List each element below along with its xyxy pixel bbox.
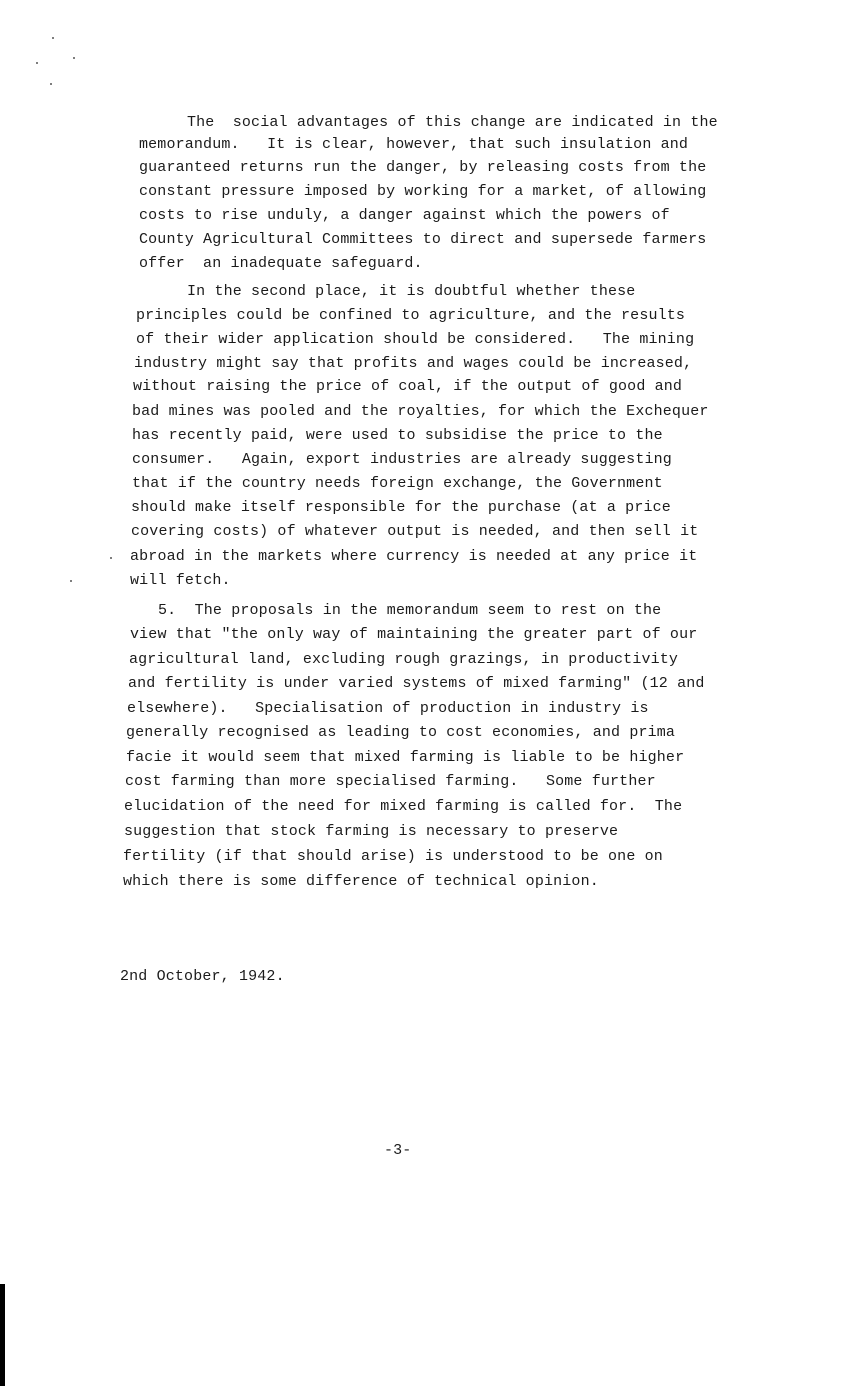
text-line: In the second place, it is doubtful whether these xyxy=(187,283,636,300)
text-line: elucidation of the need for mixed farming is called for. The xyxy=(124,798,683,815)
text-line: elsewhere). Specialisation of production in industry is xyxy=(127,700,649,717)
text-line: suggestion that stock farming is necessary to preserve xyxy=(124,823,619,840)
text-line: fertility (if that should arise) is understood to be one on xyxy=(123,848,663,865)
text-line: principles could be confined to agriculture, and the results xyxy=(136,307,686,324)
text-line: cost farming than more specialised farming. Some further xyxy=(125,773,656,790)
text-line: of their wider application should be considered. The mining xyxy=(136,331,695,348)
scan-speck xyxy=(110,557,112,559)
text-line: facie it would seem that mixed farming is liable to be higher xyxy=(126,749,685,766)
scan-speck xyxy=(73,57,75,59)
text-line: constant pressure imposed by working for a market, of allowing xyxy=(139,183,707,200)
page-number: -3- xyxy=(384,1142,412,1159)
scan-edge-bar xyxy=(0,1284,5,1386)
text-line: should make itself responsible for the purchase (at a price xyxy=(131,499,671,516)
text-line: will fetch. xyxy=(130,572,231,589)
text-line: covering costs) of whatever output is needed, and then sell it xyxy=(131,523,699,540)
text-line: 5. The proposals in the memorandum seem to rest on the xyxy=(158,602,662,619)
text-line: abroad in the markets where currency is needed at any price it xyxy=(130,548,698,565)
text-line: without raising the price of coal, if the output of good and xyxy=(133,378,683,395)
text-line: memorandum. It is clear, however, that such insulation and xyxy=(139,136,689,153)
text-line: costs to rise unduly, a danger against which the powers of xyxy=(139,207,670,224)
scan-speck xyxy=(50,83,52,85)
text-line: generally recognised as leading to cost economies, and prima xyxy=(126,724,676,741)
text-line: offer an inadequate safeguard. xyxy=(139,255,423,272)
text-line: industry might say that profits and wages could be increased, xyxy=(134,355,693,372)
text-line: and fertility is under varied systems of mixed farming" (12 and xyxy=(128,675,705,692)
text-line: view that "the only way of maintaining the greater part of our xyxy=(130,626,698,643)
text-line: which there is some difference of technical opinion. xyxy=(123,873,599,890)
scan-speck xyxy=(52,37,54,39)
text-line: bad mines was pooled and the royalties, for which the Exchequer xyxy=(132,403,709,420)
text-line: consumer. Again, export industries are already suggesting xyxy=(132,451,672,468)
text-line: guaranteed returns run the danger, by releasing costs from the xyxy=(139,159,707,176)
scan-speck xyxy=(36,62,38,64)
text-line: The social advantages of this change are indicated in the xyxy=(187,114,718,131)
text-line: agricultural land, excluding rough grazings, in productivity xyxy=(129,651,679,668)
text-line: has recently paid, were used to subsidise the price to the xyxy=(132,427,663,444)
scan-speck xyxy=(70,580,72,582)
document-date: 2nd October, 1942. xyxy=(120,968,285,985)
text-line: that if the country needs foreign exchange, the Government xyxy=(132,475,663,492)
text-line: County Agricultural Committees to direct and supersede farmers xyxy=(139,231,707,248)
